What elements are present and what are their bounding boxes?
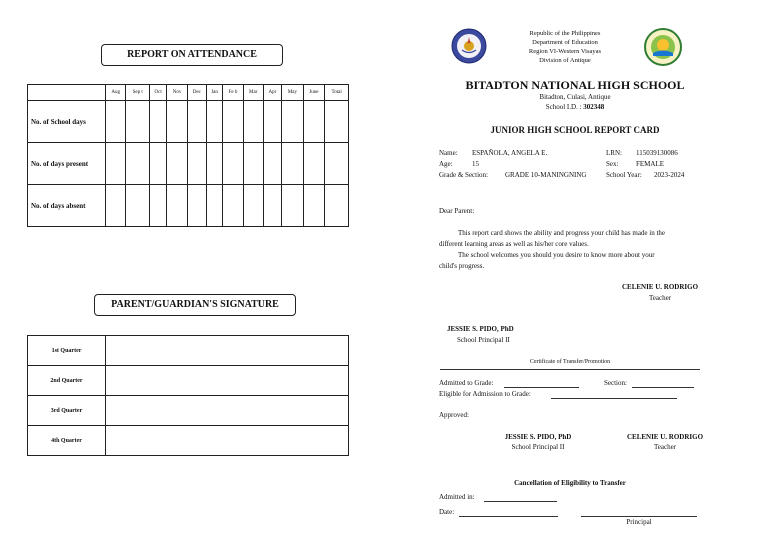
name-label: Name: [439,149,458,157]
eligible-field[interactable] [551,398,677,399]
report-card-title: JUNIOR HIGH SCHOOL REPORT CARD [490,125,660,135]
month-total: Total [325,85,349,101]
quarter-3: 3rd Quarter [28,396,106,426]
admitted-grade-field[interactable] [504,387,579,388]
admitted-in-field[interactable] [484,501,557,502]
school-id-value: 302348 [583,103,605,111]
attendance-corner [28,85,106,101]
sex-label: Sex: [606,160,619,168]
month-feb: Fe b [223,85,244,101]
table-row [28,185,349,227]
date-label: Date: [439,508,455,516]
letter-p2a: The school welcomes you should you desire to know more about your [458,251,655,259]
header-line-4: Division of Antique [539,57,591,64]
month-may: May [282,85,304,101]
teacher-title: Teacher [648,294,672,302]
header-line-1: Republic of the Philippines [529,30,601,37]
principal-signature-line[interactable] [581,516,697,517]
month-mar: Mar [243,85,263,101]
letter-greeting: Dear Parent: [439,207,475,215]
table-row [28,143,349,185]
deped-seal-icon [451,28,487,64]
month-nov: Nov [167,85,187,101]
quarter-1: 1st Quarter [28,336,106,366]
signature-field-3[interactable] [106,396,349,426]
row-school-days: No. of School days [28,101,106,143]
row-days-absent: No. of days absent [28,185,106,227]
grade-label: Grade & Section: [439,171,488,179]
signature-title: PARENT/GUARDIAN'S SIGNATURE [94,294,296,316]
table-row [28,366,349,396]
principal-title: School Principal II [457,336,510,344]
quarter-4: 4th Quarter [28,426,106,456]
month-aug: Aug [106,85,126,101]
section-field[interactable] [632,387,694,388]
table-row [28,101,349,143]
month-jan: Jan [206,85,222,101]
student-name: ESPAÑOLA, ANGELA E. [472,149,548,157]
republic-header [500,29,630,65]
student-age: 15 [472,160,479,168]
header-line-2: Department of Education [532,39,598,46]
date-field[interactable] [459,516,558,517]
month-dec: Dec [187,85,206,101]
signature-table [27,335,349,456]
school-id [420,103,730,111]
school-year-label: School Year: [606,171,642,179]
cancellation-principal-label: Principal [626,518,652,526]
month-oct: Oct [149,85,166,101]
attendance-title: REPORT ON ATTENDANCE [101,44,283,66]
age-label: Age: [439,160,453,168]
approved-label: Approved: [439,411,469,419]
section-label: Section: [604,379,627,387]
transfer-divider [440,369,700,370]
table-row [28,396,349,426]
letter-p1a: This report card shows the ability and progress your child has made in the [458,229,666,237]
quarter-2: 2nd Quarter [28,366,106,396]
transfer-title: Certificate of Transfer/Promotion [529,359,611,365]
school-address: Bitadton, Culasi, Antique [539,93,611,101]
eligible-label: Eligible for Admission to Grade: [439,390,531,398]
signature-field-4[interactable] [106,426,349,456]
table-row [28,336,349,366]
row-days-present: No. of days present [28,143,106,185]
teacher-name: CELENIE U. RODRIGO [621,283,699,291]
school-year: 2023-2024 [654,171,685,179]
student-grade: GRADE 10-MANINGNING [505,171,587,179]
letter-p1b: different learning areas as well as his/her core values. [439,240,589,248]
lrn-label: LRN: [606,149,622,157]
student-sex: FEMALE [636,160,664,168]
principal-name: JESSIE S. PIDO, PhD [447,325,514,333]
cancellation-title: Cancellation of Eligibility to Transfer [514,479,626,487]
student-lrn: 115039130086 [636,149,678,157]
header-line-3: Region VI-Western Visayas [528,48,602,55]
transfer-teacher-title: Teacher [653,443,677,451]
school-id-label: School I.D. : [545,103,584,111]
transfer-principal-name: JESSIE S. PIDO, PhD [504,433,572,441]
attendance-table [27,84,349,227]
admitted-grade-label: Admitted to Grade: [439,379,494,387]
school-name: BITADTON NATIONAL HIGH SCHOOL [465,78,685,92]
signature-field-1[interactable] [106,336,349,366]
month-apr: Apr [263,85,282,101]
month-sep: Sep t [126,85,150,101]
month-june: June [303,85,325,101]
signature-field-2[interactable] [106,366,349,396]
transfer-principal-title: School Principal II [511,443,565,451]
letter-p2b: child's progress. [439,262,485,270]
school-seal-icon [644,28,682,66]
table-row [28,426,349,456]
transfer-teacher-name: CELENIE U. RODRIGO [626,433,704,441]
admitted-in-label: Admitted in: [439,493,475,501]
